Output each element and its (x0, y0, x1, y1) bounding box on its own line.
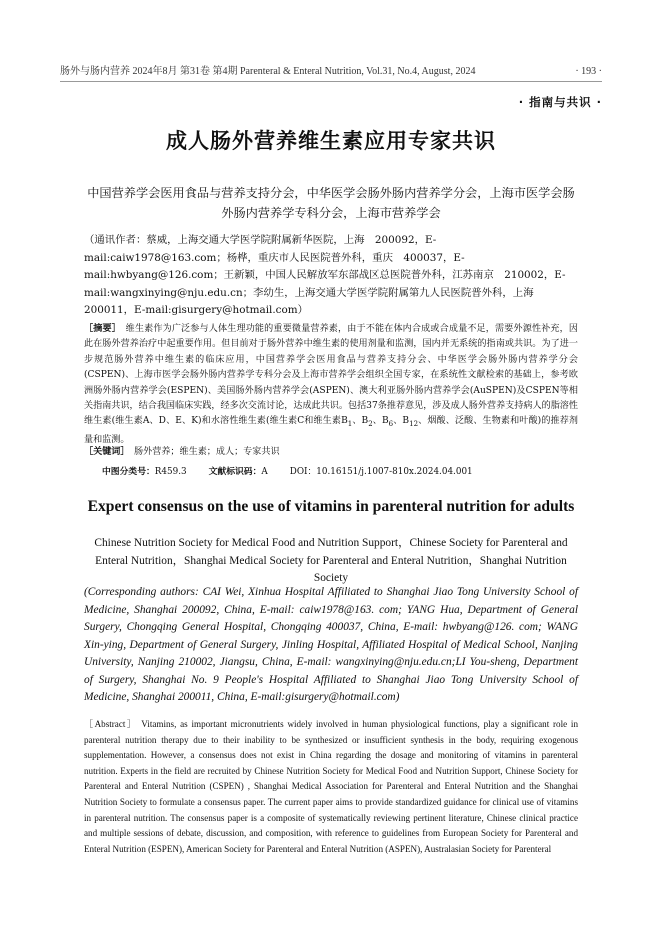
subscript: 12 (409, 420, 419, 429)
chinese-authors: 中国营养学会医用食品与营养支持分会，中华医学会肠外肠内营养学分会，上海市医学会肠外肠内营养学专科分会，上海市营养学会 (87, 186, 575, 220)
classification-line (102, 465, 578, 479)
english-abstract (84, 717, 578, 857)
doi: DOI：10.16151/j.1007-810x.2024.04.001 (289, 467, 473, 477)
header-rule (60, 81, 602, 82)
chinese-title: 成人肠外营养维生素应用专家共识 (166, 129, 496, 153)
english-abstract-label: ［Abstract］ (84, 719, 138, 729)
chinese-abstract-label: ［摘要］ (84, 324, 117, 334)
keywords-text: 肠外营养；维生素；成人；专家共识 (134, 447, 280, 457)
subscript: 1 (347, 420, 353, 429)
separator: 、B (352, 416, 369, 427)
page-number: · 193 · (575, 66, 602, 77)
english-abstract-text: Vitamins, as important micronutrients widely involved in human physiological functions, play a significant role in parenteral nutrition therapy due to their inability to be synthesized or insufficient synthesis in the body, requiring exogenous supplementation. However, a consensus does not exist in China regarding the dosage and monitoring of vitamins in parenteral nutrition. Experts in the field are recruited by Chinese Nutrition Society for Medical Food and Nutrition Support, Chinese Society for Parenteral and Enteral Nutrition (CSPEN) , Shanghai Medical Association for Parenteral and Enteral Nutrition and the Shanghai Nutrition Society to formulate a consensus paper. The current paper aims to provide standardized guidance for clinical use of vitamins in parenteral nutrition. The consensus paper is a composite of systematically reviewing pertinent literature, Chinese clinical practice and multiple sessions of debate, discussion, and composition, with reference to guidelines from European Society for Parenteral and Enteral Nutrition (ESPEN), American Society for Parenteral and Enteral Nutrition (ASPEN), Australasian Society for Parenteral (84, 719, 579, 854)
journal-info: 肠外与肠内营养 2024年8月 第31卷 第4期 Parenteral & Enteral Nutrition, Vol.31, No.4, August, 2024 (60, 66, 476, 77)
chinese-abstract-text: 维生素作为广泛参与人体生理功能的重要微量营养素，由于不能在体内合成或合成量不足，需要外源性补充，因此在肠外营养治疗中起重要作用。但目前对于肠外营养中维生素的使用剂量和监测，国内并无系统的指南或共识。为了进一步规范肠外营养中维生素的临床应用，中国营养学会医用食品与营养支持分会、中华医学会肠外肠内营养学分会(CSPEN)、上海市医学会肠外肠内营养学专科分会及上海市营养学会组织全国专家，在系统性文献检索的基础上，参考欧洲肠外肠内营养学会(ESPEN)、美国肠外肠内营养学会(ASPEN)、澳大利亚肠外肠内营养学会(AuSPEN)及CSPEN等相关指南共识，结合我国临床实践，经多次交流讨论，达成此共识。包括37条推荐意见，涉及成人肠外营养支持病人的脂溶性维生素(维生素A、D、E、K)和水溶性维生素(维生素C和维生素B (84, 324, 578, 427)
chinese-abstract (84, 322, 578, 448)
document-code-value: A (261, 467, 268, 477)
clc-label: 中图分类号： (102, 467, 155, 477)
document-code-label: 文献标识码： (208, 467, 262, 477)
column-tag: · 指南与共识 · (518, 95, 602, 109)
separator: 、B (372, 416, 389, 427)
separator: 、B (393, 416, 410, 427)
document-code (209, 465, 268, 479)
subscript: 2 (368, 420, 373, 429)
english-authors: Chinese Nutrition Society for Medical Food and Nutrition Support，Chinese Society for Parenteral and Enteral Nutrition，Shanghai Medical Society for Parenteral and Enteral Nutrition，Shanghai Nutrition Society (94, 537, 568, 584)
english-corresponding-authors: (Corresponding authors: CAI Wei, Xinhua Hospital Affiliated to Shanghai Jiao Tong University School of Medicine, Shanghai 200092, China, E-mail: caiw1978@163. com; YANG Hua, Department of General Surgery, Chongqing General Hospital, Chongqing 400037, China, E-mail: hwbyang@126. com; WANG Xin-ying, Department of General Surgery, Jinling Hospital, Affiliated Hospital of Medical School, Nanjing University, Nanjing 210002, Jiangsu, China, E-mail: wangxinying@nju.edu.cn;LI You-sheng, Department of Surgery, Shanghai No. 9 People's Hospital Affiliated to Shanghai Jiao Tong University School of Medicine, Shanghai 200011, China, E-mail:gisurgery@hotmail.com) (84, 586, 578, 703)
chinese-keywords (84, 445, 578, 460)
chinese-abstract-text-end: 、烟酸、泛酸、生物素和叶酸)的推荐剂量和监测。 (84, 416, 579, 445)
clc-value: R459.3 (154, 467, 187, 477)
keywords-label: ［关键词］ (84, 447, 125, 457)
running-header (60, 62, 602, 77)
english-title: Expert consensus on the use of vitamins in parenteral nutrition for adults (87, 498, 575, 515)
clc-number (102, 465, 187, 479)
subscript: 6 (388, 420, 394, 429)
chinese-corresponding-authors: （通讯作者：蔡威，上海交通大学医学院附属新华医院，上海 200092，E-mail:caiw1978@163.com；杨桦，重庆市人民医院普外科，重庆 400037，E-mail:hwbyang@126.com；王新颖，中国人民解放军东部战区总医院普外科，江苏南京 210002，E-mail:wangxinying@nju.edu.cn；李幼生，上海交通大学医学院附属第九人民医院普外科，上海 200011，E-mail:gisurgery@hotmail.com） (84, 234, 566, 316)
